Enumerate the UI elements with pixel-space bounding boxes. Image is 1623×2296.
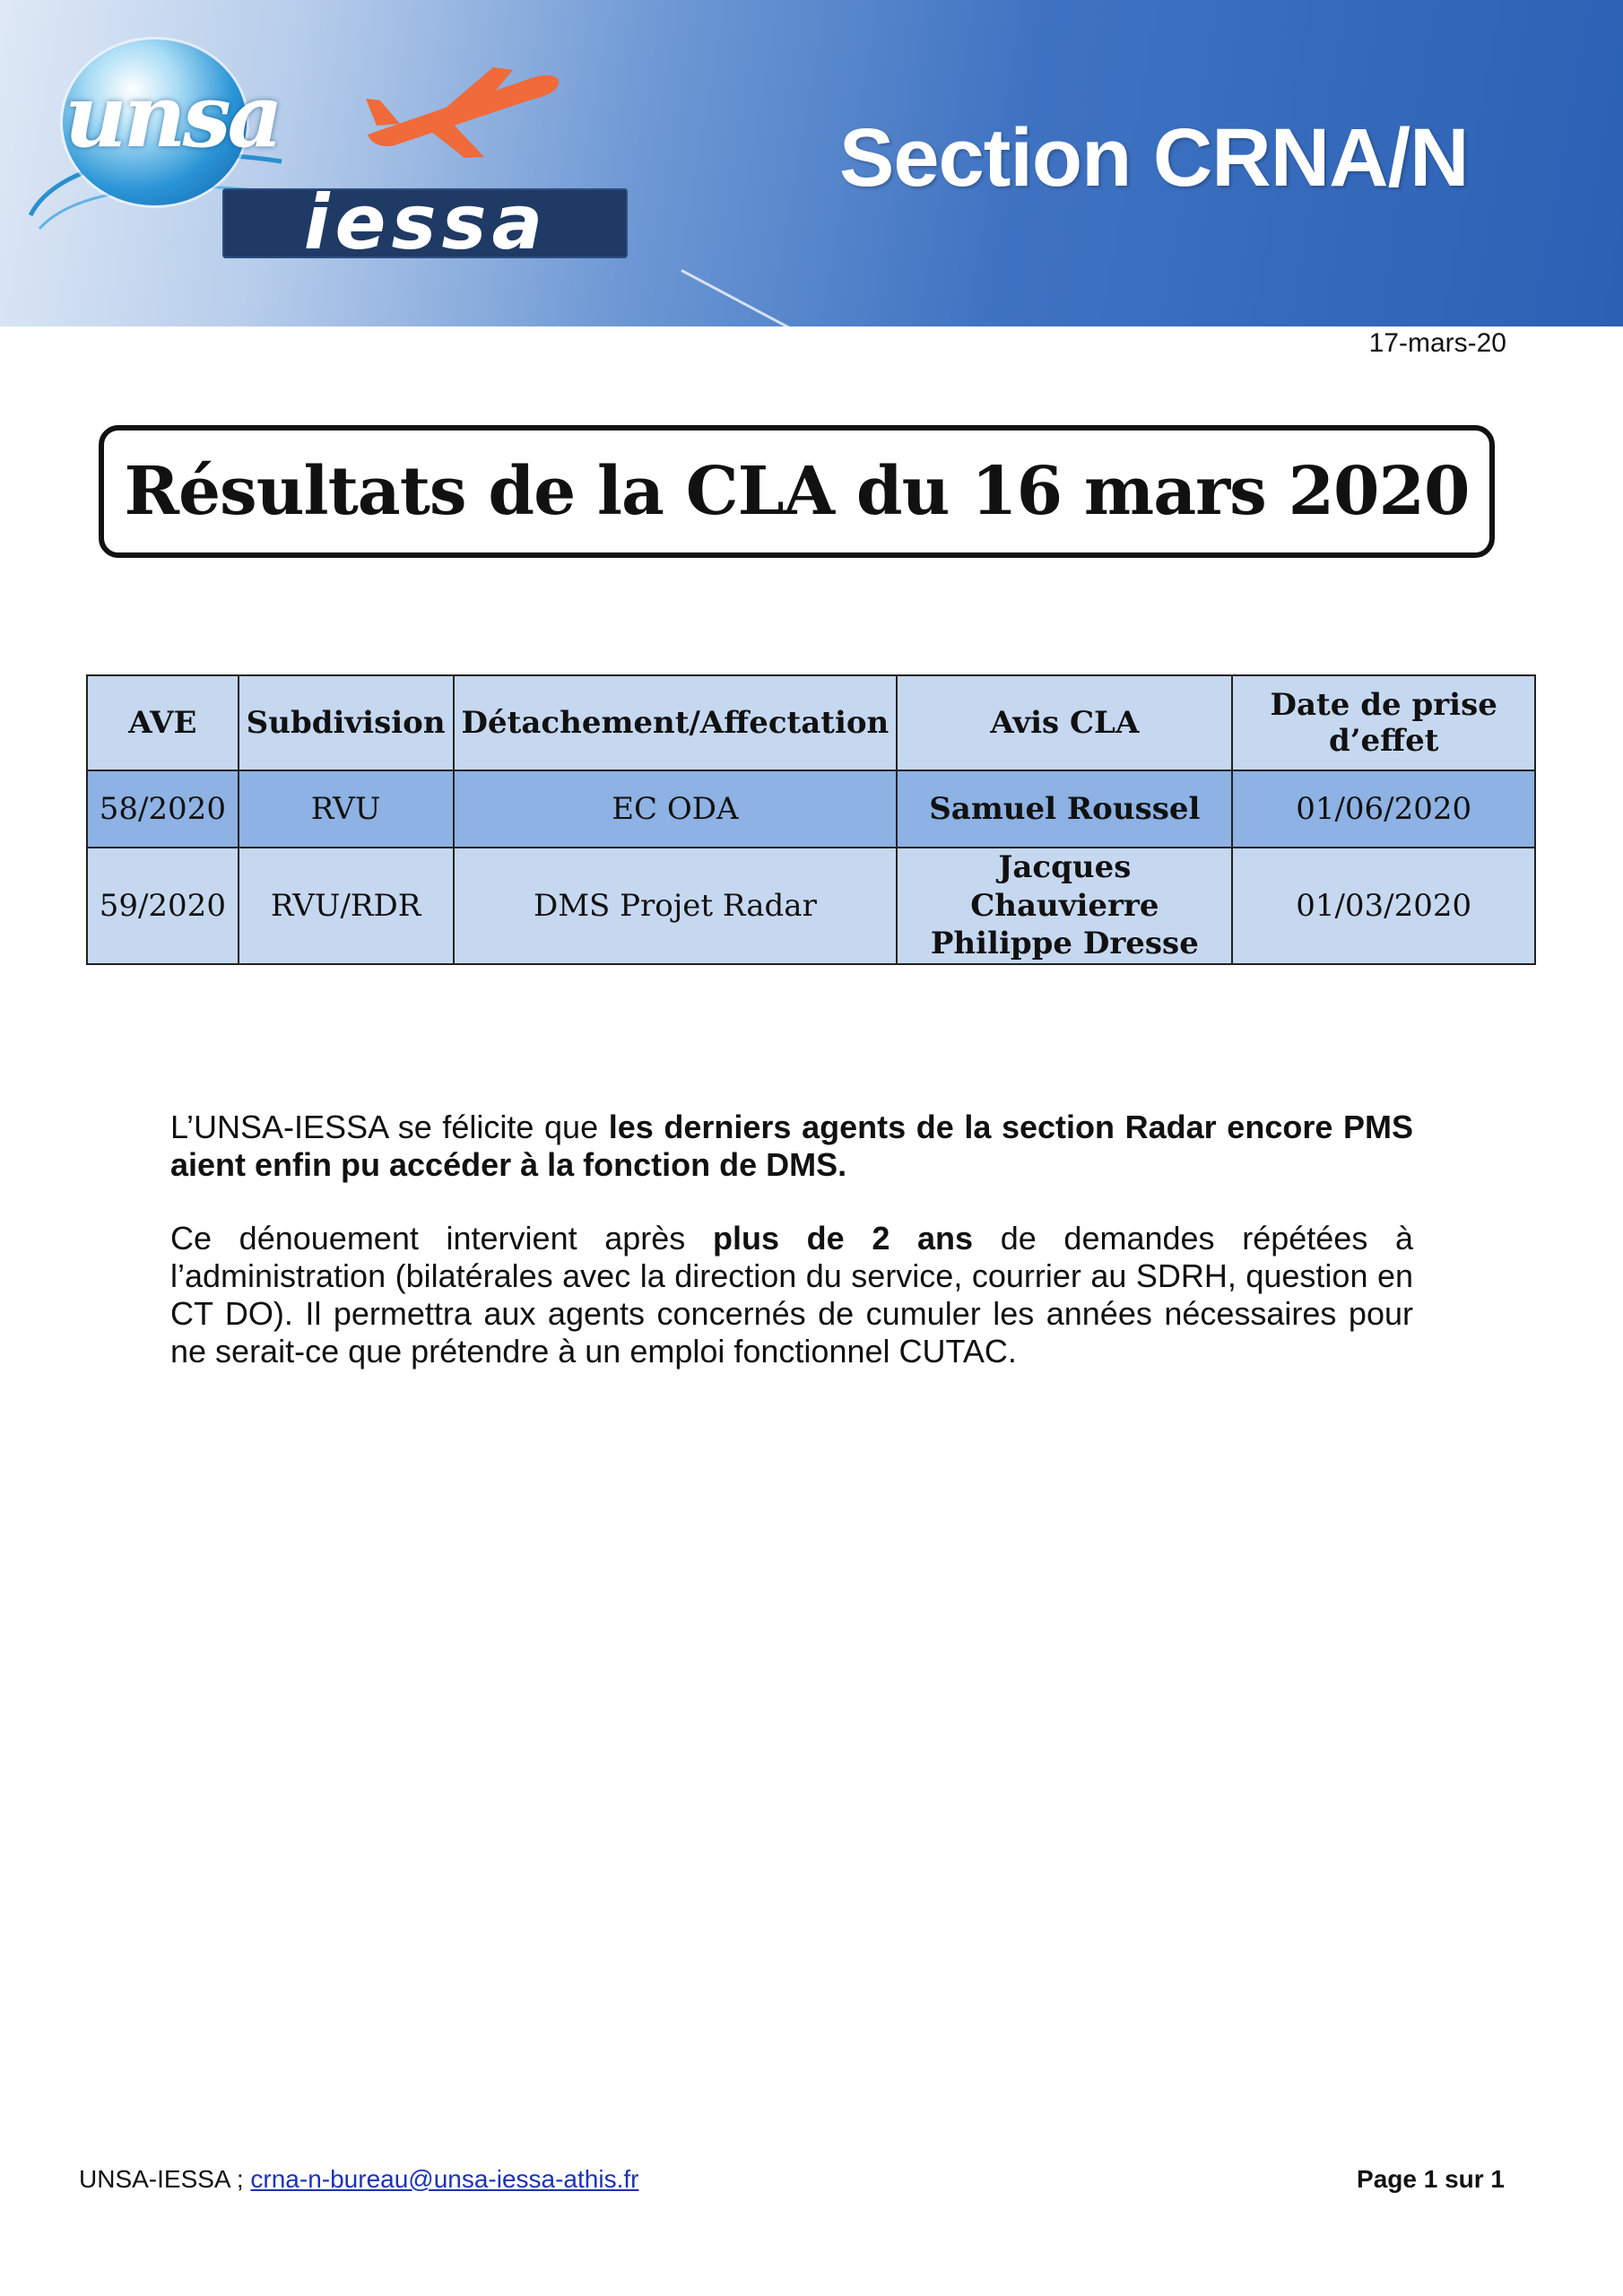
paragraph-2-text-after: de demandes répétées à l’administration (bilatérales avec la direction du service, courrier au SDRH, question en CT DO). Il permettra aux agents concernés de cumuler les années nécessaires pour ne serait-ce que prétendre à un emploi fonctionnel CUTAC.	[170, 1220, 1414, 1370]
footer-org: UNSA-IESSA ;	[79, 2165, 251, 2193]
cell-date: 01/03/2020	[1232, 848, 1535, 964]
cell-affectation: EC ODA	[454, 770, 898, 848]
page-title: Résultats de la CLA du 16 mars 2020	[124, 453, 1470, 530]
table-row	[87, 848, 1535, 964]
cell-subdivision: RVU	[239, 770, 454, 848]
avis-name: Samuel Roussel	[929, 791, 1201, 827]
cell-avis	[897, 848, 1232, 964]
airplane-icon	[359, 63, 565, 161]
title-box	[99, 425, 1495, 558]
header-subdivision: Subdivision	[239, 675, 454, 770]
paragraph-2-text-before: Ce dénouement intervient après	[170, 1220, 713, 1257]
header-date: Date de prise d’effet	[1232, 675, 1535, 770]
paragraph-1-bold: les derniers agents de la section Radar encore PMS aient enfin pu accéder à la fonction de DMS.	[170, 1109, 1413, 1183]
header-ave: AVE	[87, 675, 239, 770]
cell-affectation: DMS Projet Radar	[454, 848, 898, 964]
unsa-logo-text: unsa	[65, 65, 280, 167]
cell-avis	[897, 770, 1232, 848]
iessa-logo-text: iessa	[303, 178, 549, 266]
paragraph-1-text: L’UNSA-IESSA se félicite que	[170, 1109, 609, 1145]
header-banner	[0, 0, 1623, 326]
paragraph-2	[170, 1220, 1413, 1370]
section-title: Section CRNA/N	[839, 112, 1469, 204]
footer-contact	[79, 2165, 638, 2194]
avis-name: Jacques Chauvierre	[970, 849, 1159, 924]
header-affectation: Détachement/Affectation	[454, 675, 898, 770]
header-avis: Avis CLA	[897, 675, 1232, 770]
document-date: 17-mars-20	[1368, 328, 1506, 358]
cell-ave: 58/2020	[87, 770, 239, 848]
avis-name: Philippe Dresse	[930, 926, 1199, 961]
paragraph-1	[170, 1109, 1413, 1184]
results-table	[86, 674, 1536, 965]
cell-subdivision: RVU/RDR	[239, 848, 454, 964]
footer-email-link[interactable]: crna-n-bureau@unsa-iessa-athis.fr	[250, 2165, 639, 2193]
footer-page-number: Page 1 sur 1	[1357, 2165, 1505, 2193]
banner-streak	[681, 269, 793, 326]
table-header-row	[87, 675, 1535, 770]
cell-ave: 59/2020	[87, 848, 239, 964]
cell-date: 01/06/2020	[1232, 770, 1535, 848]
paragraph-2-bold: plus de 2 ans	[712, 1220, 974, 1257]
table-row	[87, 770, 1535, 848]
